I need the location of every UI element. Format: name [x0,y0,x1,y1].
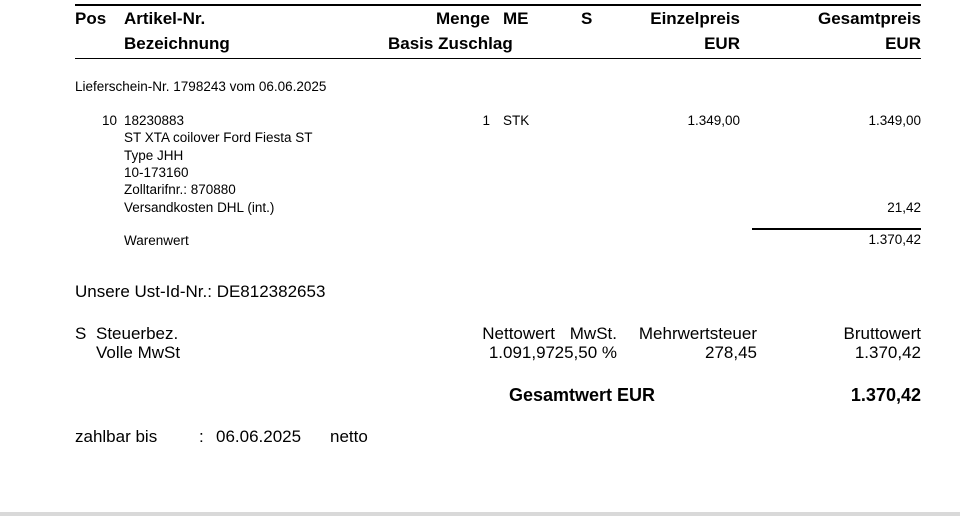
header-einzelpreis: Einzelpreis [650,9,740,28]
item-artikel-nr: 18230883 [124,113,185,128]
tax-header-nettowert: Nettowert [482,324,555,343]
tax-row-mwst: 25,50 % [554,343,617,362]
payment-terms: netto [330,427,368,446]
tax-row-nettowert: 1.091,97 [488,343,555,362]
payment-date: 06.06.2025 [216,427,302,446]
item-pos: 10 [101,113,117,128]
tax-header-mehrwertsteuer: Mehrwertsteuer [638,324,757,343]
tax-header-s: S [75,324,87,343]
header-s: S [581,9,593,28]
header-me: ME [503,9,529,28]
header-pos: Pos [75,9,107,28]
subtotal-rule [752,228,921,230]
tax-header-bruttowert: Bruttowert [843,324,921,343]
gesamtwert-value: 1.370,42 [850,385,921,405]
header-menge: Menge [436,9,490,28]
tax-row-steuerbez: Volle MwSt [96,343,181,362]
warenwert-value: 1.370,42 [868,232,921,247]
item-description-line: Type JHH [124,148,184,163]
versand-label: Versandkosten DHL (int.) [124,200,275,215]
item-description-line: Zolltarifnr.: 870880 [124,182,236,197]
item-me: STK [503,113,530,128]
item-menge: 1 [482,113,490,128]
tax-row-mehrwertsteuer: 278,45 [705,343,757,362]
header-top-rule [75,4,921,6]
header-artikel-nr: Artikel-Nr. [124,9,206,28]
header-gesamtpreis: Gesamtpreis [818,9,921,28]
page-bottom-edge [0,512,960,516]
ust-id-line: Unsere Ust-Id-Nr.: DE812382653 [75,282,326,301]
item-gesamtpreis: 1.349,00 [868,113,921,128]
payment-label: zahlbar bis [75,427,158,446]
lieferschein-line: Lieferschein-Nr. 1798243 vom 06.06.2025 [75,79,327,94]
tax-header-mwst: MwSt. [569,324,617,343]
header-basis-zuschlag: Basis Zuschlag [388,34,513,53]
header-eur-einzel: EUR [704,34,740,53]
header-eur-gesamt: EUR [885,34,921,53]
header-bottom-rule [75,58,921,59]
tax-header-steuerbez: Steuerbez. [96,324,179,343]
header-bezeichnung: Bezeichnung [124,34,230,53]
item-einzelpreis: 1.349,00 [687,113,740,128]
tax-row-bruttowert: 1.370,42 [854,343,921,362]
gesamtwert-label: Gesamtwert EUR [509,385,656,405]
warenwert-label: Warenwert [124,233,189,248]
payment-colon: : [199,427,204,446]
versand-value: 21,42 [887,200,921,215]
item-description-line: ST XTA coilover Ford Fiesta ST [124,130,313,145]
item-description-line: 10-173160 [124,165,189,180]
